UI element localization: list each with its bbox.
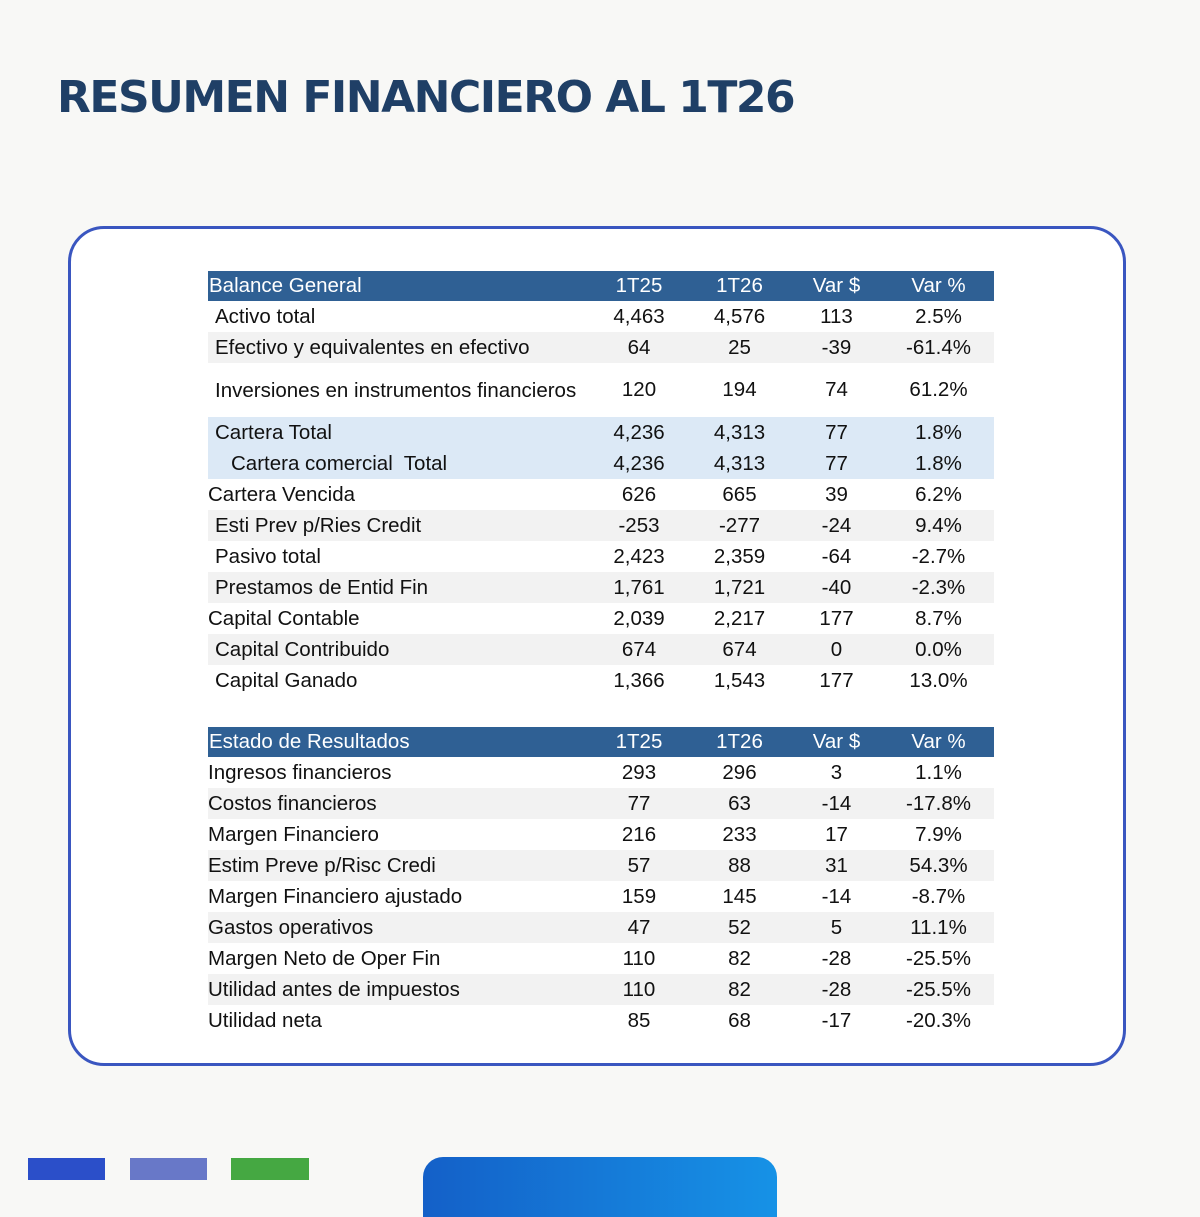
value-1t26: 68 [689, 1005, 790, 1036]
row-label: Efectivo y equivalentes en efectivo [208, 332, 589, 363]
value-1t26: 4,313 [689, 417, 790, 448]
value-1t25: 110 [589, 974, 689, 1005]
value-var-abs: -24 [790, 510, 883, 541]
value-var-pct: 1.8% [883, 417, 994, 448]
row-label: Cartera comercial Total [208, 448, 589, 479]
row-label: Ingresos financieros [208, 757, 589, 788]
accent-bar-blue [28, 1158, 105, 1180]
value-var-abs: -28 [790, 974, 883, 1005]
value-1t26: 82 [689, 943, 790, 974]
value-1t25: 77 [589, 788, 689, 819]
balance-header-row [208, 271, 994, 301]
value-1t25: 4,236 [589, 448, 689, 479]
balance-header-var-pct: Var % [883, 271, 994, 301]
value-var-abs: -28 [790, 943, 883, 974]
table-row [208, 510, 994, 541]
value-var-pct: 1.1% [883, 757, 994, 788]
value-var-pct: -61.4% [883, 332, 994, 363]
row-label: Margen Financiero [208, 819, 589, 850]
row-label: Esti Prev p/Ries Credit [208, 510, 589, 541]
value-var-pct: -25.5% [883, 974, 994, 1005]
table-row [208, 479, 994, 510]
value-var-pct: -8.7% [883, 881, 994, 912]
table-row [208, 332, 994, 363]
value-1t25: -253 [589, 510, 689, 541]
value-1t26: 145 [689, 881, 790, 912]
value-var-pct: 9.4% [883, 510, 994, 541]
value-1t26: -277 [689, 510, 790, 541]
results-header-label: Estado de Resultados [208, 727, 589, 757]
accent-bar-periwinkle [130, 1158, 207, 1180]
value-1t25: 159 [589, 881, 689, 912]
value-1t25: 2,423 [589, 541, 689, 572]
value-var-abs: -14 [790, 788, 883, 819]
value-1t25: 2,039 [589, 603, 689, 634]
value-var-pct: -17.8% [883, 788, 994, 819]
page-title: RESUMEN FINANCIERO AL 1T26 [57, 72, 795, 123]
balance-section [208, 271, 994, 727]
row-label: Prestamos de Entid Fin [208, 572, 589, 603]
value-var-abs: -40 [790, 572, 883, 603]
value-1t26: 1,543 [689, 665, 790, 696]
value-1t26: 665 [689, 479, 790, 510]
value-var-abs: 77 [790, 448, 883, 479]
row-label: Cartera Total [208, 417, 589, 448]
table-row [208, 757, 994, 788]
table-row [208, 603, 994, 634]
row-label: Activo total [208, 301, 589, 332]
value-1t25: 4,236 [589, 417, 689, 448]
value-1t26: 674 [689, 634, 790, 665]
value-var-pct: 6.2% [883, 479, 994, 510]
value-var-pct: 11.1% [883, 912, 994, 943]
value-1t25: 85 [589, 1005, 689, 1036]
value-var-abs: 39 [790, 479, 883, 510]
value-1t25: 4,463 [589, 301, 689, 332]
value-1t25: 57 [589, 850, 689, 881]
value-1t26: 296 [689, 757, 790, 788]
value-1t25: 626 [589, 479, 689, 510]
financial-summary-table [208, 271, 994, 1036]
value-1t26: 4,576 [689, 301, 790, 332]
value-1t26: 1,721 [689, 572, 790, 603]
value-1t25: 1,366 [589, 665, 689, 696]
table-row [208, 850, 994, 881]
value-var-abs: 0 [790, 634, 883, 665]
value-var-abs: -14 [790, 881, 883, 912]
section-spacer [208, 696, 994, 727]
value-var-abs: 177 [790, 665, 883, 696]
value-1t26: 88 [689, 850, 790, 881]
value-var-abs: 74 [790, 363, 883, 417]
row-label: Gastos operativos [208, 912, 589, 943]
table-row [208, 943, 994, 974]
value-var-pct: 8.7% [883, 603, 994, 634]
value-var-abs: -64 [790, 541, 883, 572]
results-section [208, 727, 994, 1036]
table-row [208, 1005, 994, 1036]
value-1t25: 110 [589, 943, 689, 974]
table-row [208, 912, 994, 943]
value-1t26: 233 [689, 819, 790, 850]
value-var-pct: 54.3% [883, 850, 994, 881]
results-header-var-pct: Var % [883, 727, 994, 757]
value-var-abs: -39 [790, 332, 883, 363]
value-1t26: 2,359 [689, 541, 790, 572]
value-1t26: 25 [689, 332, 790, 363]
table-row [208, 974, 994, 1005]
row-label: Estim Preve p/Risc Credi [208, 850, 589, 881]
row-label: Margen Financiero ajustado [208, 881, 589, 912]
results-header-1t26: 1T26 [689, 727, 790, 757]
results-header-1t25: 1T25 [589, 727, 689, 757]
value-1t25: 1,761 [589, 572, 689, 603]
table-row [208, 448, 994, 479]
row-label: Margen Neto de Oper Fin [208, 943, 589, 974]
table-row [208, 301, 994, 332]
row-label: Utilidad antes de impuestos [208, 974, 589, 1005]
accent-bar-green [231, 1158, 309, 1180]
value-1t26: 82 [689, 974, 790, 1005]
value-1t26: 2,217 [689, 603, 790, 634]
table-row [208, 572, 994, 603]
row-label: Pasivo total [208, 541, 589, 572]
row-label: Costos financieros [208, 788, 589, 819]
value-1t25: 120 [589, 363, 689, 417]
table-row [208, 788, 994, 819]
balance-header-1t26: 1T26 [689, 271, 790, 301]
value-var-pct: 7.9% [883, 819, 994, 850]
bottom-blue-tab [423, 1157, 777, 1217]
value-var-abs: 177 [790, 603, 883, 634]
row-label: Cartera Vencida [208, 479, 589, 510]
row-label: Capital Contable [208, 603, 589, 634]
value-var-pct: 2.5% [883, 301, 994, 332]
balance-header-1t25: 1T25 [589, 271, 689, 301]
value-var-pct: 61.2% [883, 363, 994, 417]
value-1t26: 4,313 [689, 448, 790, 479]
balance-header-var-abs: Var $ [790, 271, 883, 301]
value-1t26: 63 [689, 788, 790, 819]
value-var-pct: -2.7% [883, 541, 994, 572]
value-var-pct: -25.5% [883, 943, 994, 974]
value-1t25: 216 [589, 819, 689, 850]
value-var-pct: -2.3% [883, 572, 994, 603]
table-row [208, 541, 994, 572]
value-var-pct: 1.8% [883, 448, 994, 479]
value-var-pct: 13.0% [883, 665, 994, 696]
value-var-pct: 0.0% [883, 634, 994, 665]
value-1t26: 194 [689, 363, 790, 417]
value-var-abs: 3 [790, 757, 883, 788]
value-1t25: 47 [589, 912, 689, 943]
results-header-var-abs: Var $ [790, 727, 883, 757]
value-var-abs: 77 [790, 417, 883, 448]
value-1t25: 64 [589, 332, 689, 363]
table-row [208, 665, 994, 696]
value-var-abs: 31 [790, 850, 883, 881]
table-row [208, 881, 994, 912]
value-var-abs: 113 [790, 301, 883, 332]
table-row [208, 363, 994, 417]
row-label: Inversiones en instrumentos financieros [208, 363, 589, 417]
row-label: Capital Contribuido [208, 634, 589, 665]
row-label: Capital Ganado [208, 665, 589, 696]
value-1t25: 674 [589, 634, 689, 665]
row-label: Utilidad neta [208, 1005, 589, 1036]
value-var-abs: 17 [790, 819, 883, 850]
results-header-row [208, 727, 994, 757]
balance-header-label: Balance General [208, 271, 589, 301]
value-var-abs: 5 [790, 912, 883, 943]
value-1t25: 293 [589, 757, 689, 788]
value-var-abs: -17 [790, 1005, 883, 1036]
table-row [208, 634, 994, 665]
table-row [208, 819, 994, 850]
table-row [208, 417, 994, 448]
value-1t26: 52 [689, 912, 790, 943]
value-var-pct: -20.3% [883, 1005, 994, 1036]
